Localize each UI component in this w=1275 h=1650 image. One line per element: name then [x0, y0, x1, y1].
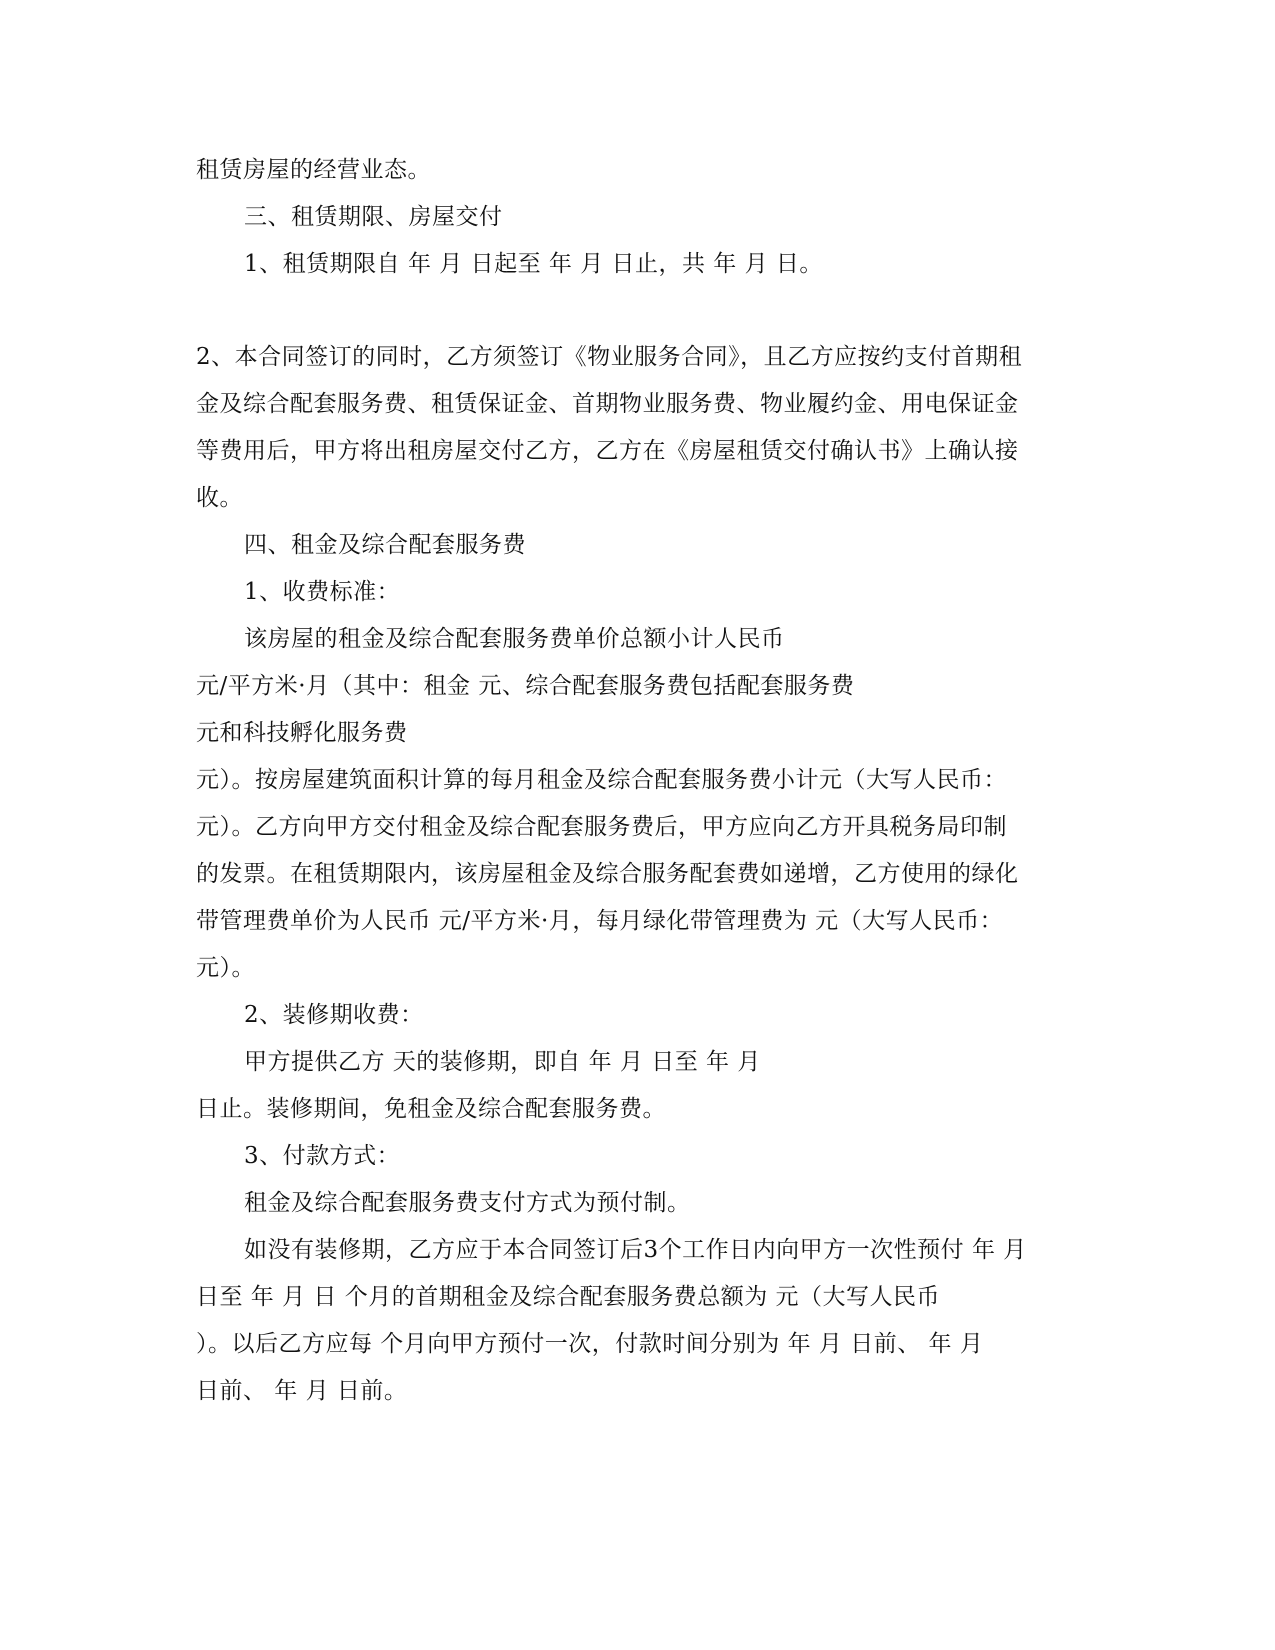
text-line: 等费用后，甲方将出租房屋交付乙方，乙方在《房屋租赁交付确认书》上确认接 — [196, 438, 1019, 464]
text-line: 收。 — [196, 485, 243, 511]
text-line: 日前、 年 月 日前。 — [196, 1378, 408, 1404]
text-line: 甲方提供乙方 天的装修期，即自 年 月 日至 年 月 — [244, 1049, 761, 1075]
subsection-heading: 3、付款方式： — [244, 1143, 401, 1169]
text-line: ）。以后乙方应每 个月向甲方预付一次，付款时间分别为 年 月 日前、 年 月 — [196, 1331, 984, 1357]
text-line: 日至 年 月 日 个月的首期租金及综合配套服务费总额为 元（大写人民币 — [196, 1284, 941, 1310]
text-line: 的发票。在租赁期限内，该房屋租金及综合服务配套费如递增，乙方使用的绿化 — [196, 861, 1019, 887]
text-line: 1、租赁期限自 年 月 日起至 年 月 日止，共 年 月 日。 — [244, 251, 823, 277]
text-line: 元/平方米·月（其中：租金 元、综合配套服务费包括配套服务费 — [196, 673, 855, 699]
text-line: 2、本合同签订的同时，乙方须签订《物业服务合同》，且乙方应按约支付首期租 — [196, 344, 1023, 370]
text-line: 元）。按房屋建筑面积计算的每月租金及综合配套服务费小计元（大写人民币： — [196, 767, 1007, 793]
subsection-heading: 2、装修期收费： — [244, 1002, 424, 1028]
text-line: 租金及综合配套服务费支付方式为预付制。 — [244, 1190, 691, 1216]
text-line: 元）。 — [196, 955, 255, 981]
subsection-heading: 1、收费标准： — [244, 579, 401, 605]
text-line: 金及综合配套服务费、租赁保证金、首期物业服务费、物业履约金、用电保证金 — [196, 391, 1019, 417]
section-heading: 三、租赁期限、房屋交付 — [244, 204, 503, 230]
text-line: 元和科技孵化服务费 — [196, 720, 408, 746]
text-line: 租赁房屋的经营业态。 — [196, 157, 431, 183]
section-heading: 四、租金及综合配套服务费 — [244, 532, 526, 558]
text-line: 元）。乙方向甲方交付租金及综合配套服务费后，甲方应向乙方开具税务局印制 — [196, 814, 1007, 840]
text-line: 带管理费单价为人民币 元/平方米·月，每月绿化带管理费为 元（大写人民币： — [196, 908, 1004, 934]
text-line: 日止。装修期间，免租金及综合配套服务费。 — [196, 1096, 666, 1122]
text-line: 如没有装修期，乙方应于本合同签订后3个工作日内向甲方一次性预付 年 月 — [244, 1237, 1027, 1263]
text-line: 该房屋的租金及综合配套服务费单价总额小计人民币 — [244, 626, 785, 652]
